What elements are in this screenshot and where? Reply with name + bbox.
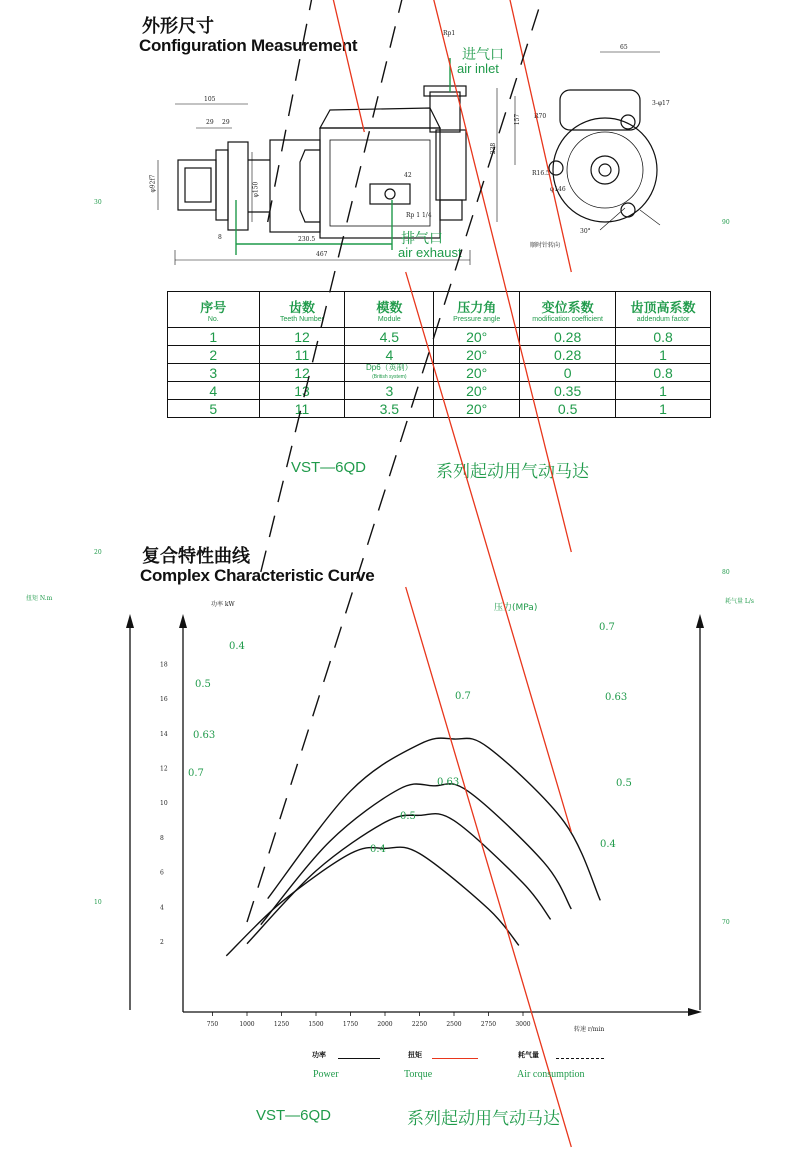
pressure-level-label: 0.5 <box>400 811 416 822</box>
legend-power-line <box>338 1058 380 1059</box>
cell-mod: 0.35 <box>520 382 616 400</box>
cell-mod: 0.28 <box>520 328 616 346</box>
pressure-level-label: 0.7 <box>455 691 471 702</box>
dim-467: 467 <box>316 251 328 258</box>
th-teeth: 齿数 Teeth Number <box>259 292 345 328</box>
cell-teeth: 11 <box>259 400 345 418</box>
air-inlet-label-cn: 进气口 <box>462 47 504 63</box>
power-tick-label: 6 <box>160 869 164 877</box>
power-axis-arrow <box>179 614 187 628</box>
torque-tick-label: 20 <box>94 549 102 556</box>
power-tick-label: 8 <box>160 834 164 842</box>
air-exhaust-label-cn: 排气口 <box>401 231 443 247</box>
caption2-name: 系列起动用气动马达 <box>407 1109 560 1129</box>
torque-tick-label: 30 <box>94 199 102 206</box>
pressure-label: 压力(MPa) <box>494 603 538 613</box>
x-tick-label: 3000 <box>515 1021 531 1028</box>
cell-angle: 20° <box>434 364 520 382</box>
config-title-cn: 外形尺寸 <box>142 16 214 37</box>
cell-module: 3.5 <box>345 400 434 418</box>
legend-power-cn: 功率 <box>312 1051 326 1059</box>
pressure-level-label: 0.4 <box>370 844 386 855</box>
cell-add: 0.8 <box>616 364 711 382</box>
cell-mod: 0.28 <box>520 346 616 364</box>
pressure-level-label: 0.63 <box>605 692 628 703</box>
th-module: 模数 Module <box>345 292 434 328</box>
legend-torque-en: Torque <box>404 1069 433 1080</box>
legend-torque-cn: 扭矩 <box>408 1051 422 1059</box>
pressure-level-label: 0.7 <box>188 768 204 779</box>
x-tick-label: 1250 <box>273 1021 290 1028</box>
air-inlet-label-en: air inlet <box>457 61 499 76</box>
cell-module: 3 <box>345 382 434 400</box>
x-tick-label: 1000 <box>239 1021 255 1028</box>
rotation-note: 顺时针转向 <box>530 242 561 249</box>
dim-29a: 29 <box>206 119 214 126</box>
dim-65: 65 <box>620 44 628 51</box>
x-tick-label: 2500 <box>446 1021 462 1028</box>
table-row <box>168 328 711 346</box>
caption1-model: VST—6QD <box>291 459 367 476</box>
air-exhaust-label-en: air exhaust <box>398 245 462 260</box>
cell-add: 1 <box>616 382 711 400</box>
dim-phi150: φ150 <box>252 181 260 198</box>
config-title-en: Configuration Measurement <box>139 36 358 55</box>
power-tick-label: 16 <box>160 696 168 704</box>
power-tick-label: 18 <box>160 661 168 669</box>
cell-angle: 20° <box>434 400 520 418</box>
torque-axis-label: 扭矩 N.m <box>26 595 53 602</box>
torque-axis-arrow <box>126 614 134 628</box>
dim-8: 8 <box>218 234 222 241</box>
pressure-level-label: 0.63 <box>193 730 216 741</box>
table-row <box>168 400 711 418</box>
cell-angle: 20° <box>434 346 520 364</box>
air-tick-label: 70 <box>722 919 730 926</box>
cell-mod: 0 <box>520 364 616 382</box>
th-modification: 变位系数 modification coefficient <box>520 292 616 328</box>
dim-238: 238 <box>490 142 498 155</box>
caption1-name: 系列起动用气动马达 <box>436 462 589 482</box>
cell-teeth: 12 <box>259 364 345 382</box>
legend-torque-line <box>432 1058 478 1059</box>
air-axis-arrow <box>696 614 704 628</box>
power-tick-label: 2 <box>160 939 164 946</box>
table-row <box>168 346 711 364</box>
power-tick-label: 4 <box>160 904 164 912</box>
caption2-model: VST—6QD <box>256 1107 332 1124</box>
th-angle: 压力角 Pressure angle <box>434 292 520 328</box>
dim-phi146: φ146 <box>550 186 566 193</box>
cell-teeth: 11 <box>259 346 345 364</box>
dim-r16-5: R16.5 <box>532 170 550 177</box>
cell-module: Dp6（英制） (British system) <box>345 364 434 382</box>
cell-add: 0.8 <box>616 328 711 346</box>
x-tick-label: 2000 <box>377 1021 393 1028</box>
pressure-level-label: 0.5 <box>195 679 211 690</box>
cell-angle: 20° <box>434 382 520 400</box>
curve-title-cn: 复合特性曲线 <box>142 546 250 567</box>
x-tick-label: 2250 <box>411 1021 428 1028</box>
table-row <box>168 364 711 382</box>
dim-105: 105 <box>204 96 216 103</box>
gear-spec-table <box>167 291 711 418</box>
x-tick-label: 2750 <box>480 1021 497 1028</box>
power-axis-label: 功率 kW <box>211 601 235 608</box>
dim-42: 42 <box>404 172 412 179</box>
dim-phi92f7: φ92f7 <box>149 174 157 193</box>
curve-title-en: Complex Characteristic Curve <box>140 566 375 585</box>
pressure-level-label: 0.63 <box>437 777 460 788</box>
power-tick-label: 12 <box>160 765 168 773</box>
th-no: 序号 No. <box>168 292 260 328</box>
pressure-level-label: 0.5 <box>616 778 632 789</box>
legend-air-line <box>556 1058 604 1059</box>
power-curve-0.63 <box>261 784 572 925</box>
cell-module: 4 <box>345 346 434 364</box>
cell-no: 2 <box>168 346 260 364</box>
dim-30-deg: 30° <box>580 228 591 235</box>
cell-mod: 0.5 <box>520 400 616 418</box>
power-tick-label: 14 <box>160 730 168 738</box>
dim-rp1-1-4: Rp 1 1/4 <box>406 212 432 219</box>
legend-air-cn: 耗气量 <box>518 1051 539 1059</box>
pressure-level-label: 0.7 <box>599 622 615 633</box>
dim-29b: 29 <box>222 119 230 126</box>
cell-angle: 20° <box>434 328 520 346</box>
cell-teeth: 13 <box>259 382 345 400</box>
x-tick-label: 1500 <box>308 1021 324 1028</box>
cell-no: 3 <box>168 364 260 382</box>
cell-teeth: 12 <box>259 328 345 346</box>
cell-add: 1 <box>616 346 711 364</box>
legend-power-en: Power <box>313 1069 339 1080</box>
cell-no: 5 <box>168 400 260 418</box>
x-tick-label: 750 <box>206 1021 219 1028</box>
dim-3-phi17: 3-φ17 <box>652 100 670 107</box>
x-axis-label: 转速 r/min <box>574 1026 605 1033</box>
torque-line-0.4 <box>406 587 572 1147</box>
power-tick-label: 10 <box>160 800 168 808</box>
cell-no: 4 <box>168 382 260 400</box>
dim-230-5: 230.5 <box>298 236 316 243</box>
air-tick-label: 90 <box>722 219 730 226</box>
air-axis-label: 耗气量 L/s <box>725 598 754 605</box>
dim-157: 157 <box>514 113 522 126</box>
pressure-level-label: 0.4 <box>600 839 616 850</box>
torque-tick-label: 10 <box>94 899 102 906</box>
cell-no: 1 <box>168 328 260 346</box>
power-curve-0.4 <box>226 847 519 956</box>
pressure-level-label: 0.4 <box>229 641 245 652</box>
th-addendum: 齿顶高系数 addendum factor <box>616 292 711 328</box>
dim-rp1: Rp1 <box>443 30 456 37</box>
cell-module: 4.5 <box>345 328 434 346</box>
air-tick-label: 80 <box>722 569 730 576</box>
cell-add: 1 <box>616 400 711 418</box>
dim-r70: R70 <box>534 113 547 120</box>
x-tick-label: 1750 <box>342 1021 359 1028</box>
legend-air-en: Air consumption <box>517 1069 585 1080</box>
